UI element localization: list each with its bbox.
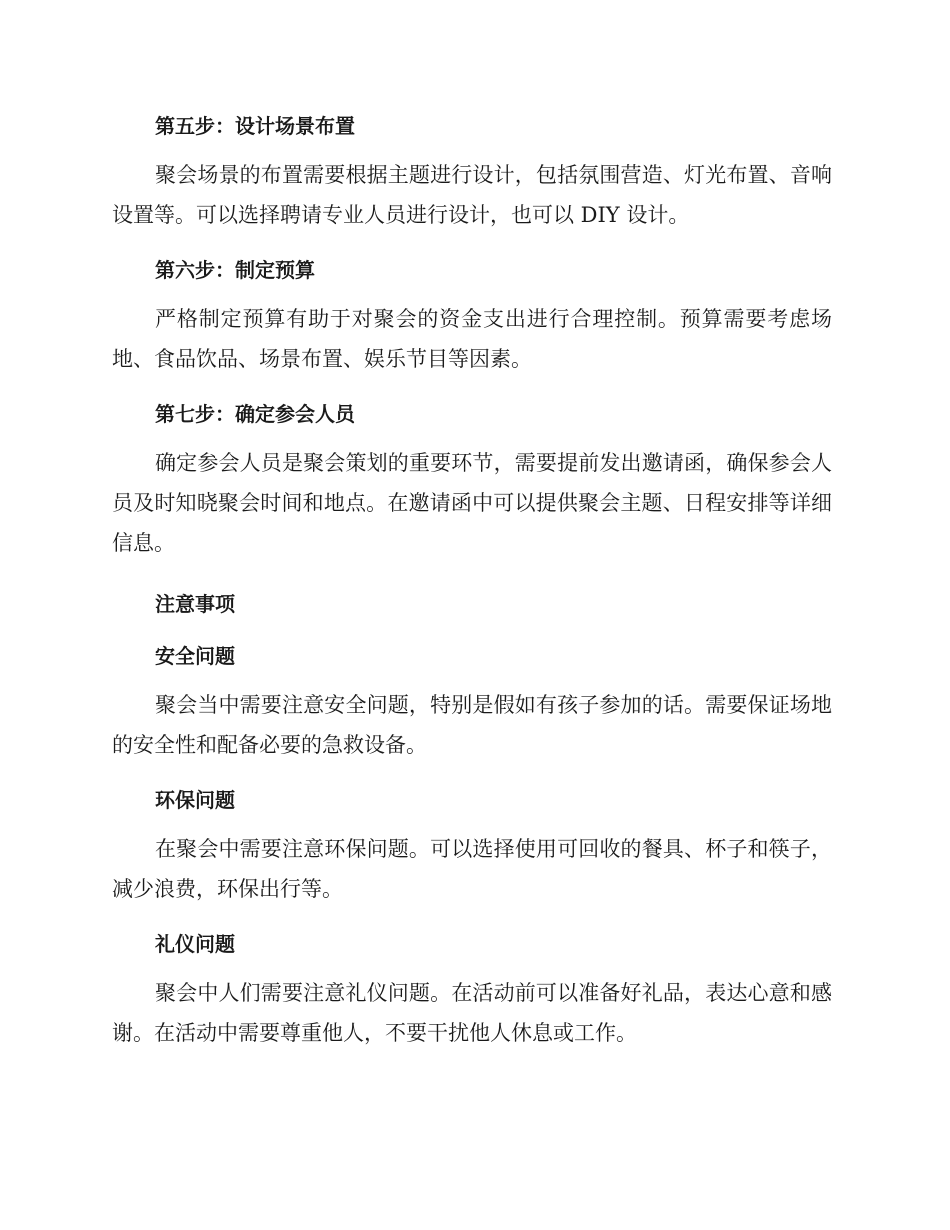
document-page (112, 103, 832, 1065)
section-heading-step6: 第六步：制定预算 (155, 258, 315, 282)
section-heading-step5: 第五步：设计场景布置 (155, 114, 355, 138)
section-heading-step7: 第七步：确定参会人员 (155, 402, 355, 426)
note-heading-environment: 环保问题 (155, 788, 235, 812)
section-paragraph-step5: 聚会场景的布置需要根据主题进行设计，包括氛围营造、灯光布置、音响设置等。可以选择聘请专业人员进行设计，也可以 DIY 设计。 (112, 163, 832, 227)
notes-title: 注意事项 (155, 592, 235, 616)
note-paragraph-safety: 聚会当中需要注意安全问题，特别是假如有孩子参加的话。需要保证场地的安全性和配备必要的急救设备。 (112, 693, 832, 757)
section-paragraph-step7: 确定参会人员是聚会策划的重要环节，需要提前发出邀请函，确保参会人员及时知晓聚会时间和地点。在邀请函中可以提供聚会主题、日程安排等详细信息。 (112, 451, 832, 555)
note-heading-etiquette: 礼仪问题 (155, 932, 235, 956)
note-paragraph-etiquette: 聚会中人们需要注意礼仪问题。在活动前可以准备好礼品，表达心意和感谢。在活动中需要尊重他人，不要干扰他人休息或工作。 (112, 981, 832, 1045)
note-paragraph-environment: 在聚会中需要注意环保问题。可以选择使用可回收的餐具、杯子和筷子，减少浪费，环保出行等。 (112, 837, 832, 901)
note-heading-safety: 安全问题 (155, 644, 235, 668)
section-paragraph-step6: 严格制定预算有助于对聚会的资金支出进行合理控制。预算需要考虑场地、食品饮品、场景布置、娱乐节目等因素。 (112, 307, 832, 371)
